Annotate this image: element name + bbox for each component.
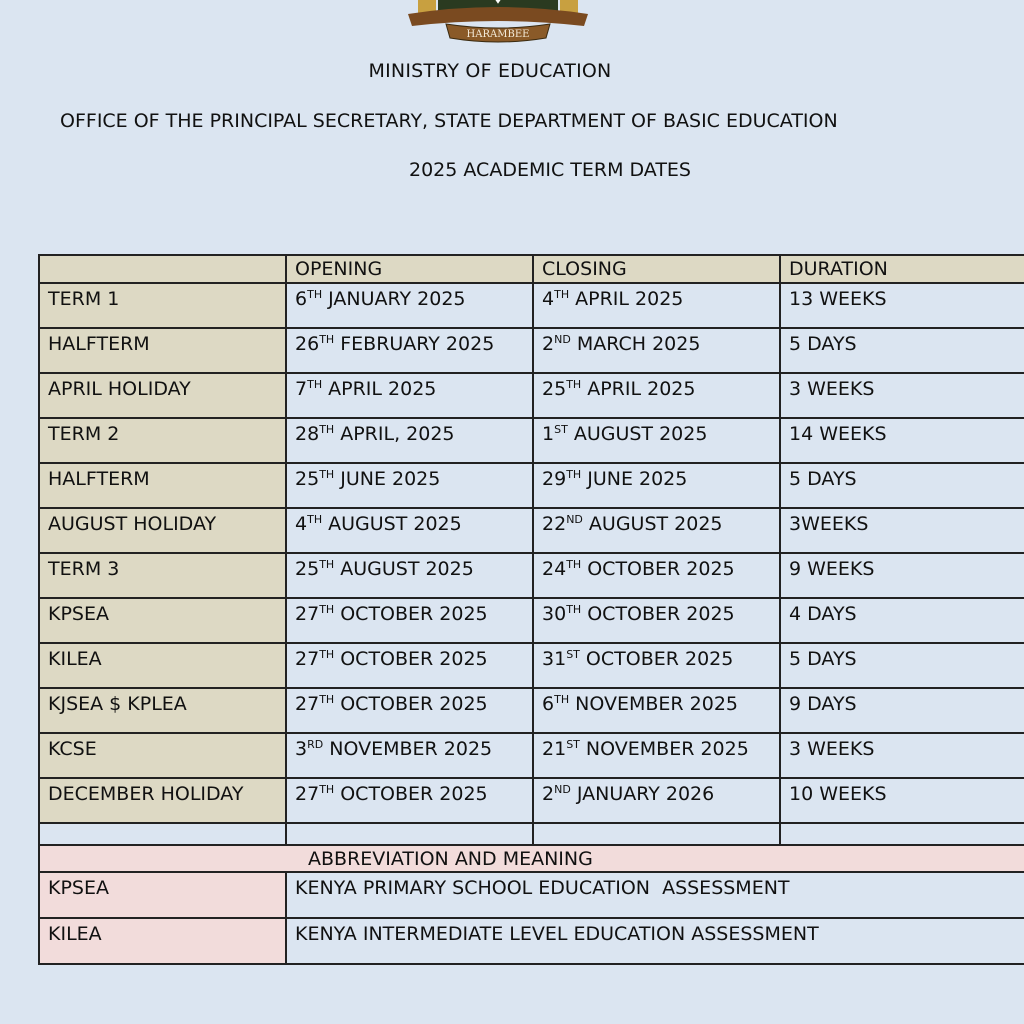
date-day: 2 [542, 333, 555, 355]
ordinal-suffix: TH [319, 423, 335, 436]
closing-date-cell [533, 418, 780, 463]
date-month-year: AUGUST 2025 [582, 513, 723, 535]
date-month-year: OCTOBER 2025 [579, 648, 734, 670]
event-label: TERM 3 [39, 553, 286, 598]
date-day: 27 [295, 648, 320, 670]
ordinal-suffix: TH [566, 378, 582, 391]
duration-cell: 5 DAYS [780, 328, 1024, 373]
abbreviation-heading-row [39, 845, 1024, 872]
opening-date-cell [286, 418, 533, 463]
abbreviation-row [39, 872, 1024, 918]
closing-date-cell [533, 643, 780, 688]
opening-date-cell [286, 733, 533, 778]
date-day: 1 [542, 423, 555, 445]
ordinal-suffix: TH [319, 783, 335, 796]
event-label: KILEA [39, 643, 286, 688]
date-month-year: APRIL, 2025 [334, 423, 455, 445]
table-row [39, 778, 1024, 823]
closing-date-cell [533, 598, 780, 643]
closing-date-cell [533, 283, 780, 328]
event-label: TERM 2 [39, 418, 286, 463]
table-row [39, 643, 1024, 688]
abbreviation-code: KILEA [39, 918, 286, 964]
table-row [39, 418, 1024, 463]
opening-date-cell [286, 598, 533, 643]
closing-date-cell [533, 733, 780, 778]
date-month-year: AUGUST 2025 [567, 423, 708, 445]
ordinal-suffix: TH [554, 288, 570, 301]
abbreviation-meaning: KENYA PRIMARY SCHOOL EDUCATION ASSESSMENT [286, 872, 1024, 918]
duration-cell: 3 WEEKS [780, 733, 1024, 778]
event-label: AUGUST HOLIDAY [39, 508, 286, 553]
event-label: KCSE [39, 733, 286, 778]
ordinal-suffix: TH [319, 468, 335, 481]
closing-date-cell [533, 688, 780, 733]
opening-date-cell [286, 328, 533, 373]
table-row [39, 688, 1024, 733]
ordinal-suffix: ST [566, 648, 580, 661]
event-label: KPSEA [39, 598, 286, 643]
date-month-year: APRIL 2025 [322, 378, 437, 400]
office-heading: OFFICE OF THE PRINCIPAL SECRETARY, STATE DEPARTMENT OF BASIC EDUCATION [60, 110, 838, 132]
date-day: 29 [542, 468, 567, 490]
event-label: HALFTERM [39, 328, 286, 373]
closing-date-cell [533, 508, 780, 553]
column-header-duration: DURATION [780, 255, 1024, 283]
duration-cell: 9 DAYS [780, 688, 1024, 733]
date-day: 27 [295, 603, 320, 625]
event-label: DECEMBER HOLIDAY [39, 778, 286, 823]
date-month-year: JUNE 2025 [581, 468, 688, 490]
table-row [39, 463, 1024, 508]
ordinal-suffix: TH [566, 558, 582, 571]
document-title: 2025 ACADEMIC TERM DATES [409, 159, 691, 181]
closing-date-cell [533, 373, 780, 418]
date-day: 26 [295, 333, 320, 355]
opening-date-cell [286, 553, 533, 598]
column-header-opening: OPENING [286, 255, 533, 283]
date-day: 21 [542, 738, 567, 760]
closing-date-cell [533, 778, 780, 823]
ministry-heading: MINISTRY OF EDUCATION [368, 60, 612, 82]
date-month-year: NOVEMBER 2025 [569, 693, 738, 715]
event-label: TERM 1 [39, 283, 286, 328]
date-day: 6 [542, 693, 555, 715]
abbreviation-table [38, 844, 1024, 965]
date-day: 4 [542, 288, 555, 310]
ordinal-suffix: ND [554, 333, 571, 346]
ordinal-suffix: TH [307, 288, 323, 301]
ordinal-suffix: TH [307, 513, 323, 526]
date-month-year: AUGUST 2025 [334, 558, 474, 580]
ordinal-suffix: TH [307, 378, 323, 391]
date-day: 27 [295, 693, 320, 715]
term-dates-table [38, 254, 1024, 869]
date-day: 3 [295, 738, 308, 760]
table-row [39, 553, 1024, 598]
table-row [39, 373, 1024, 418]
date-month-year: FEBRUARY 2025 [334, 333, 495, 355]
date-day: 6 [295, 288, 308, 310]
date-day: 30 [542, 603, 567, 625]
duration-cell: 13 WEEKS [780, 283, 1024, 328]
date-day: 7 [295, 378, 308, 400]
opening-date-cell [286, 688, 533, 733]
date-day: 27 [295, 783, 320, 805]
date-day: 4 [295, 513, 308, 535]
date-month-year: OCTOBER 2025 [334, 648, 488, 670]
date-month-year: NOVEMBER 2025 [579, 738, 749, 760]
date-day: 28 [295, 423, 320, 445]
ordinal-suffix: TH [319, 603, 335, 616]
opening-date-cell [286, 778, 533, 823]
opening-date-cell [286, 373, 533, 418]
ordinal-suffix: RD [307, 738, 324, 751]
duration-cell: 10 WEEKS [780, 778, 1024, 823]
ordinal-suffix: ND [566, 513, 583, 526]
opening-date-cell [286, 283, 533, 328]
ordinal-suffix: TH [566, 468, 582, 481]
date-month-year: MARCH 2025 [570, 333, 701, 355]
opening-date-cell [286, 643, 533, 688]
closing-date-cell [533, 463, 780, 508]
ordinal-suffix: TH [566, 603, 582, 616]
ordinal-suffix: TH [319, 648, 335, 661]
event-label: KJSEA $ KPLEA [39, 688, 286, 733]
abbreviation-heading: ABBREVIATION AND MEANING [39, 845, 1024, 872]
ordinal-suffix: TH [319, 558, 335, 571]
ordinal-suffix: ST [566, 738, 580, 751]
closing-date-cell [533, 328, 780, 373]
table-row [39, 733, 1024, 778]
date-day: 31 [542, 648, 567, 670]
ordinal-suffix: ND [554, 783, 571, 796]
duration-cell: 4 DAYS [780, 598, 1024, 643]
date-day: 25 [295, 468, 320, 490]
table-row [39, 283, 1024, 328]
duration-cell: 5 DAYS [780, 463, 1024, 508]
abbreviation-row [39, 918, 1024, 964]
date-month-year: APRIL 2025 [581, 378, 696, 400]
ordinal-suffix: TH [319, 333, 335, 346]
table-row [39, 328, 1024, 373]
ordinal-suffix: ST [554, 423, 568, 436]
closing-date-cell [533, 553, 780, 598]
column-header-event [39, 255, 286, 283]
table-row [39, 598, 1024, 643]
duration-cell: 3 WEEKS [780, 373, 1024, 418]
duration-cell: 5 DAYS [780, 643, 1024, 688]
abbreviation-code: KPSEA [39, 872, 286, 918]
date-day: 2 [542, 783, 555, 805]
opening-date-cell [286, 463, 533, 508]
date-month-year: OCTOBER 2025 [334, 693, 488, 715]
table-row [39, 508, 1024, 553]
duration-cell: 9 WEEKS [780, 553, 1024, 598]
abbreviation-meaning: KENYA INTERMEDIATE LEVEL EDUCATION ASSESSMENT [286, 918, 1024, 964]
ordinal-suffix: TH [319, 693, 335, 706]
date-month-year: OCTOBER 2025 [334, 603, 488, 625]
event-label: APRIL HOLIDAY [39, 373, 286, 418]
crest-motto: HARAMBEE [466, 29, 530, 40]
date-day: 22 [542, 513, 567, 535]
event-label: HALFTERM [39, 463, 286, 508]
date-day: 25 [295, 558, 320, 580]
table-header-row [39, 255, 1024, 283]
date-month-year: NOVEMBER 2025 [323, 738, 493, 760]
duration-cell: 14 WEEKS [780, 418, 1024, 463]
date-month-year: JANUARY 2026 [570, 783, 715, 805]
date-month-year: APRIL 2025 [569, 288, 684, 310]
coat-of-arms-emblem [408, 0, 588, 46]
ordinal-suffix: TH [554, 693, 570, 706]
duration-cell: 3WEEKS [780, 508, 1024, 553]
date-day: 24 [542, 558, 567, 580]
date-month-year: JUNE 2025 [334, 468, 441, 490]
date-month-year: OCTOBER 2025 [581, 603, 735, 625]
date-month-year: AUGUST 2025 [322, 513, 462, 535]
opening-date-cell [286, 508, 533, 553]
column-header-closing: CLOSING [533, 255, 780, 283]
date-month-year: OCTOBER 2025 [581, 558, 735, 580]
date-month-year: OCTOBER 2025 [334, 783, 488, 805]
date-day: 25 [542, 378, 567, 400]
date-month-year: JANUARY 2025 [322, 288, 466, 310]
